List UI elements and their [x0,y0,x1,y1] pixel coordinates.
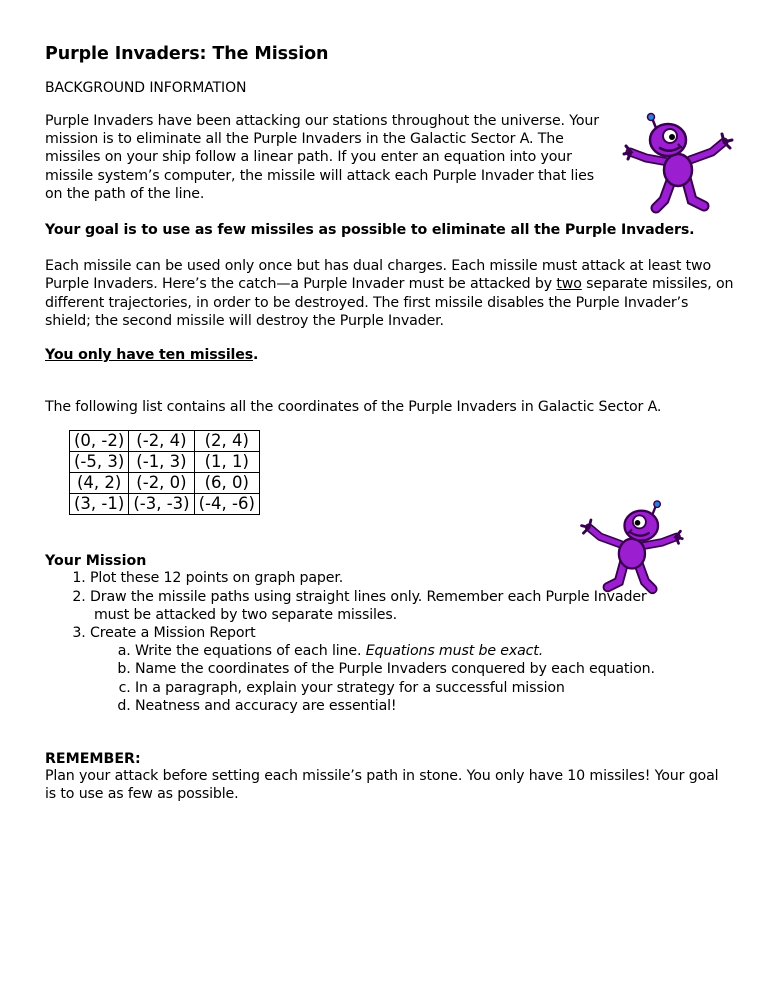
table-cell: (-2, 4) [129,431,194,452]
table-row [70,473,260,494]
mission-step-2-line-1: Draw the missile paths using straight lines only. Remember each Purple Invader [90,588,647,605]
report-item-a-emphasis: Equations must be exact. [365,643,544,660]
coordinates-intro: The following list contains all the coordinates of the Purple Invaders in Galactic Sector A. [45,399,662,416]
table-cell: (-2, 0) [129,473,194,494]
table-cell: (1, 1) [194,452,259,473]
table-cell: (-5, 3) [70,452,129,473]
table-cell: (-3, -3) [129,494,194,515]
rules-emphasis: two [556,276,582,293]
missile-limit [45,346,735,364]
mission-heading: Your Mission [45,553,147,570]
table-cell: (2, 4) [194,431,259,452]
table-cell: (4, 2) [70,473,129,494]
rules-text-after: separate missiles, on different trajectories, in order to be destroyed. The first missile disables the Purple Invader’s shield; the second missile will destroy the Purple Invader. [45,276,734,329]
table-cell: (0, -2) [70,431,129,452]
report-item-a [135,642,735,660]
mission-step-3-text: Create a Mission Report [90,625,256,642]
table-cell: (-4, -6) [194,494,259,515]
remember-heading: REMEMBER: [45,751,141,768]
missile-limit-period: . [253,347,259,364]
mission-step-2-line-2: must be attacked by two separate missiles. [94,606,397,623]
mission-step-3 [90,624,735,715]
report-item-a-text: Write the equations of each line. [135,643,366,660]
report-item-b: b. Name the coordinates of the Purple Invaders conquered by each equation. [135,660,735,678]
goal-statement: Your goal is to use as few missiles as possible to eliminate all the Purple Invaders. [45,222,695,239]
report-item-d: d. Neatness and accuracy are essential! [135,697,735,715]
worksheet-page [45,44,735,803]
table-row [70,452,260,473]
background-heading: BACKGROUND INFORMATION [45,80,247,96]
remember-text: Plan your attack before setting each missile’s path in stone. You only have 10 missiles! Your goal is to use as few as possible. [45,768,719,803]
mission-step-2 [90,588,735,624]
mission-step-1: 1. Plot these 12 points on graph paper. [90,569,735,587]
table-cell: (6, 0) [194,473,259,494]
rules-text-before: Each missile can be used only once but has dual charges. Each missile must attack at least two Purple Invaders. Here’s the catch—a Purple Invader must be attacked by [45,258,712,293]
mission-steps [45,569,735,715]
rules-paragraph [45,257,735,330]
table-row [70,431,260,452]
page-title: Purple Invaders: The Mission [45,44,329,64]
missile-limit-text: You only have ten missiles [45,347,254,364]
intro-paragraph: Purple Invaders have been attacking our stations throughout the universe. Your mission is to eliminate all the Purple Invaders in the Galactic Sector A. The missiles on your ship follow a linear path. If you enter an equation into your missile system’s computer, the missile will attack each Purple Invader that lies on the path of the line. [45,113,599,202]
report-requirements [90,642,735,715]
report-item-c: c. In a paragraph, explain your strategy for a successful mission [135,679,735,697]
coordinates-table [69,430,260,515]
table-cell: (-1, 3) [129,452,194,473]
table-cell: (3, -1) [70,494,129,515]
table-row [70,494,260,515]
